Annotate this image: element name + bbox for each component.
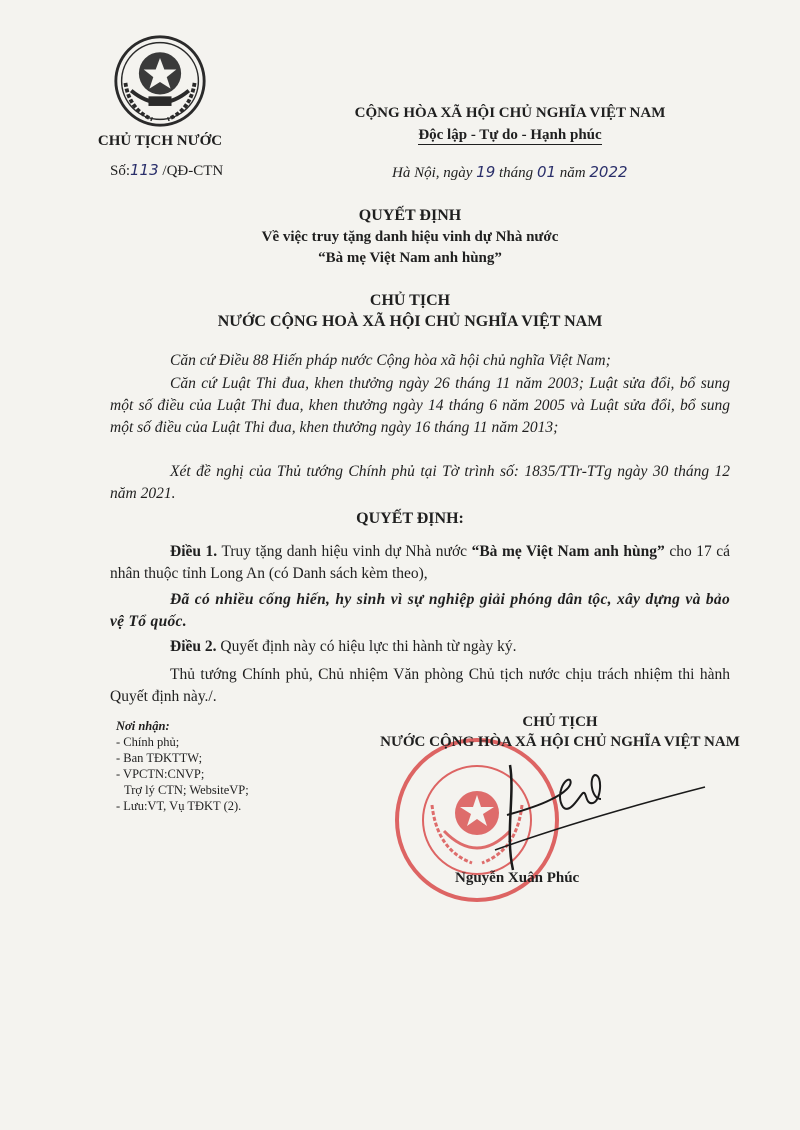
date-year-label: năm [559,165,586,181]
signatory-name: Nguyễn Xuân Phúc [455,870,580,886]
handwritten-signature [455,755,715,885]
recipients-heading: Nơi nhận: [116,719,170,733]
article-2 [110,636,730,658]
article-1-text2: cho 17 cá nhân thuộc tỉnh Long An (có Danh sách kèm theo), [110,543,731,582]
motto-wrap [330,126,690,144]
recipient-item: Trợ lý CTN; WebsiteVP; [124,783,249,797]
country-name: CỘNG HÒA XÃ HỘI CHỦ NGHĨA VIỆT NAM [354,105,666,121]
authority-title: CHỦ TỊCH [369,292,451,309]
date-month: 01 [536,163,557,181]
date-day: 19 [476,163,496,181]
number-suffix: /QĐ-CTN [162,163,224,179]
national-emblem [112,33,208,129]
article-3: Thủ tướng Chính phủ, Chủ nhiệm Văn phòng Chủ tịch nước chịu trách nhiệm thi hành Quyết định này./. [110,666,730,705]
recipient-item: - Ban TĐKTTW; [116,751,203,765]
date-place: Hà Nội, ngày [392,165,473,181]
document-number [110,161,223,180]
recipient-item: - VPCTN:CNVP; [116,767,205,781]
date-month-label: tháng [499,165,534,181]
title-subject: Về việc truy tặng danh hiệu vinh dự Nhà nước [261,229,559,245]
basis-proposal: Xét đề nghị của Thủ tướng Chính phủ tại Tờ trình số: 1835/TTr-TTg ngày 30 tháng 12 năm 2021. [110,463,730,502]
signatory-title: CHỦ TỊCH [522,714,598,730]
article-1-text: Truy tặng danh hiệu vinh dự Nhà nước [221,543,468,560]
recipient-item: - Chính phủ; [116,735,180,749]
article-1-label: Điều 1. [170,543,218,560]
number-value: 113 [130,161,159,179]
article-1-honor: “Bà mẹ Việt Nam anh hùng” [471,543,665,560]
place-date [392,163,628,182]
authority-country: NƯỚC CỘNG HOÀ XÃ HỘI CHỦ NGHĨA VIỆT NAM [217,313,603,330]
article-2-label: Điều 2. [170,638,217,655]
date-year: 2022 [589,163,628,181]
basis-constitution: Căn cứ Điều 88 Hiến pháp nước Cộng hòa xã hội chủ nghĩa Việt Nam; [170,352,611,369]
article-1-merit: Đã có nhiều cống hiến, hy sinh vì sự nghiệp giải phóng dân tộc, xây dựng và bảo vệ Tổ quốc. [110,591,730,630]
national-motto: Độc lập - Tự do - Hạnh phúc [418,127,602,143]
number-prefix: Số: [110,163,131,179]
recipient-item: - Lưu:VT, Vụ TĐKT (2). [116,799,242,813]
article-1 [110,541,730,585]
decision-heading: QUYẾT ĐỊNH: [356,510,464,527]
recipients-block [116,718,336,814]
basis-law: Căn cứ Luật Thi đua, khen thưởng ngày 26 tháng 11 năm 2003; Luật sửa đổi, bổ sung một số điều của Luật Thi đua, khen thưởng ngày 14 tháng 6 năm 2005 và Luật sửa đổi, bổ sung một số điều của Luật Thi đua, khen thưởng ngày 16 tháng 11 năm 2013; [110,375,730,436]
article-2-text: Quyết định này có hiệu lực thi hành từ ngày ký. [220,638,517,655]
issuer-name: CHỦ TỊCH NƯỚC [97,133,223,149]
title-honor: “Bà mẹ Việt Nam anh hùng” [318,250,502,266]
signatory-country: NƯỚC CỘNG HÒA XÃ HỘI CHỦ NGHĨA VIỆT NAM [380,734,740,750]
document-title: QUYẾT ĐỊNH [358,207,462,224]
